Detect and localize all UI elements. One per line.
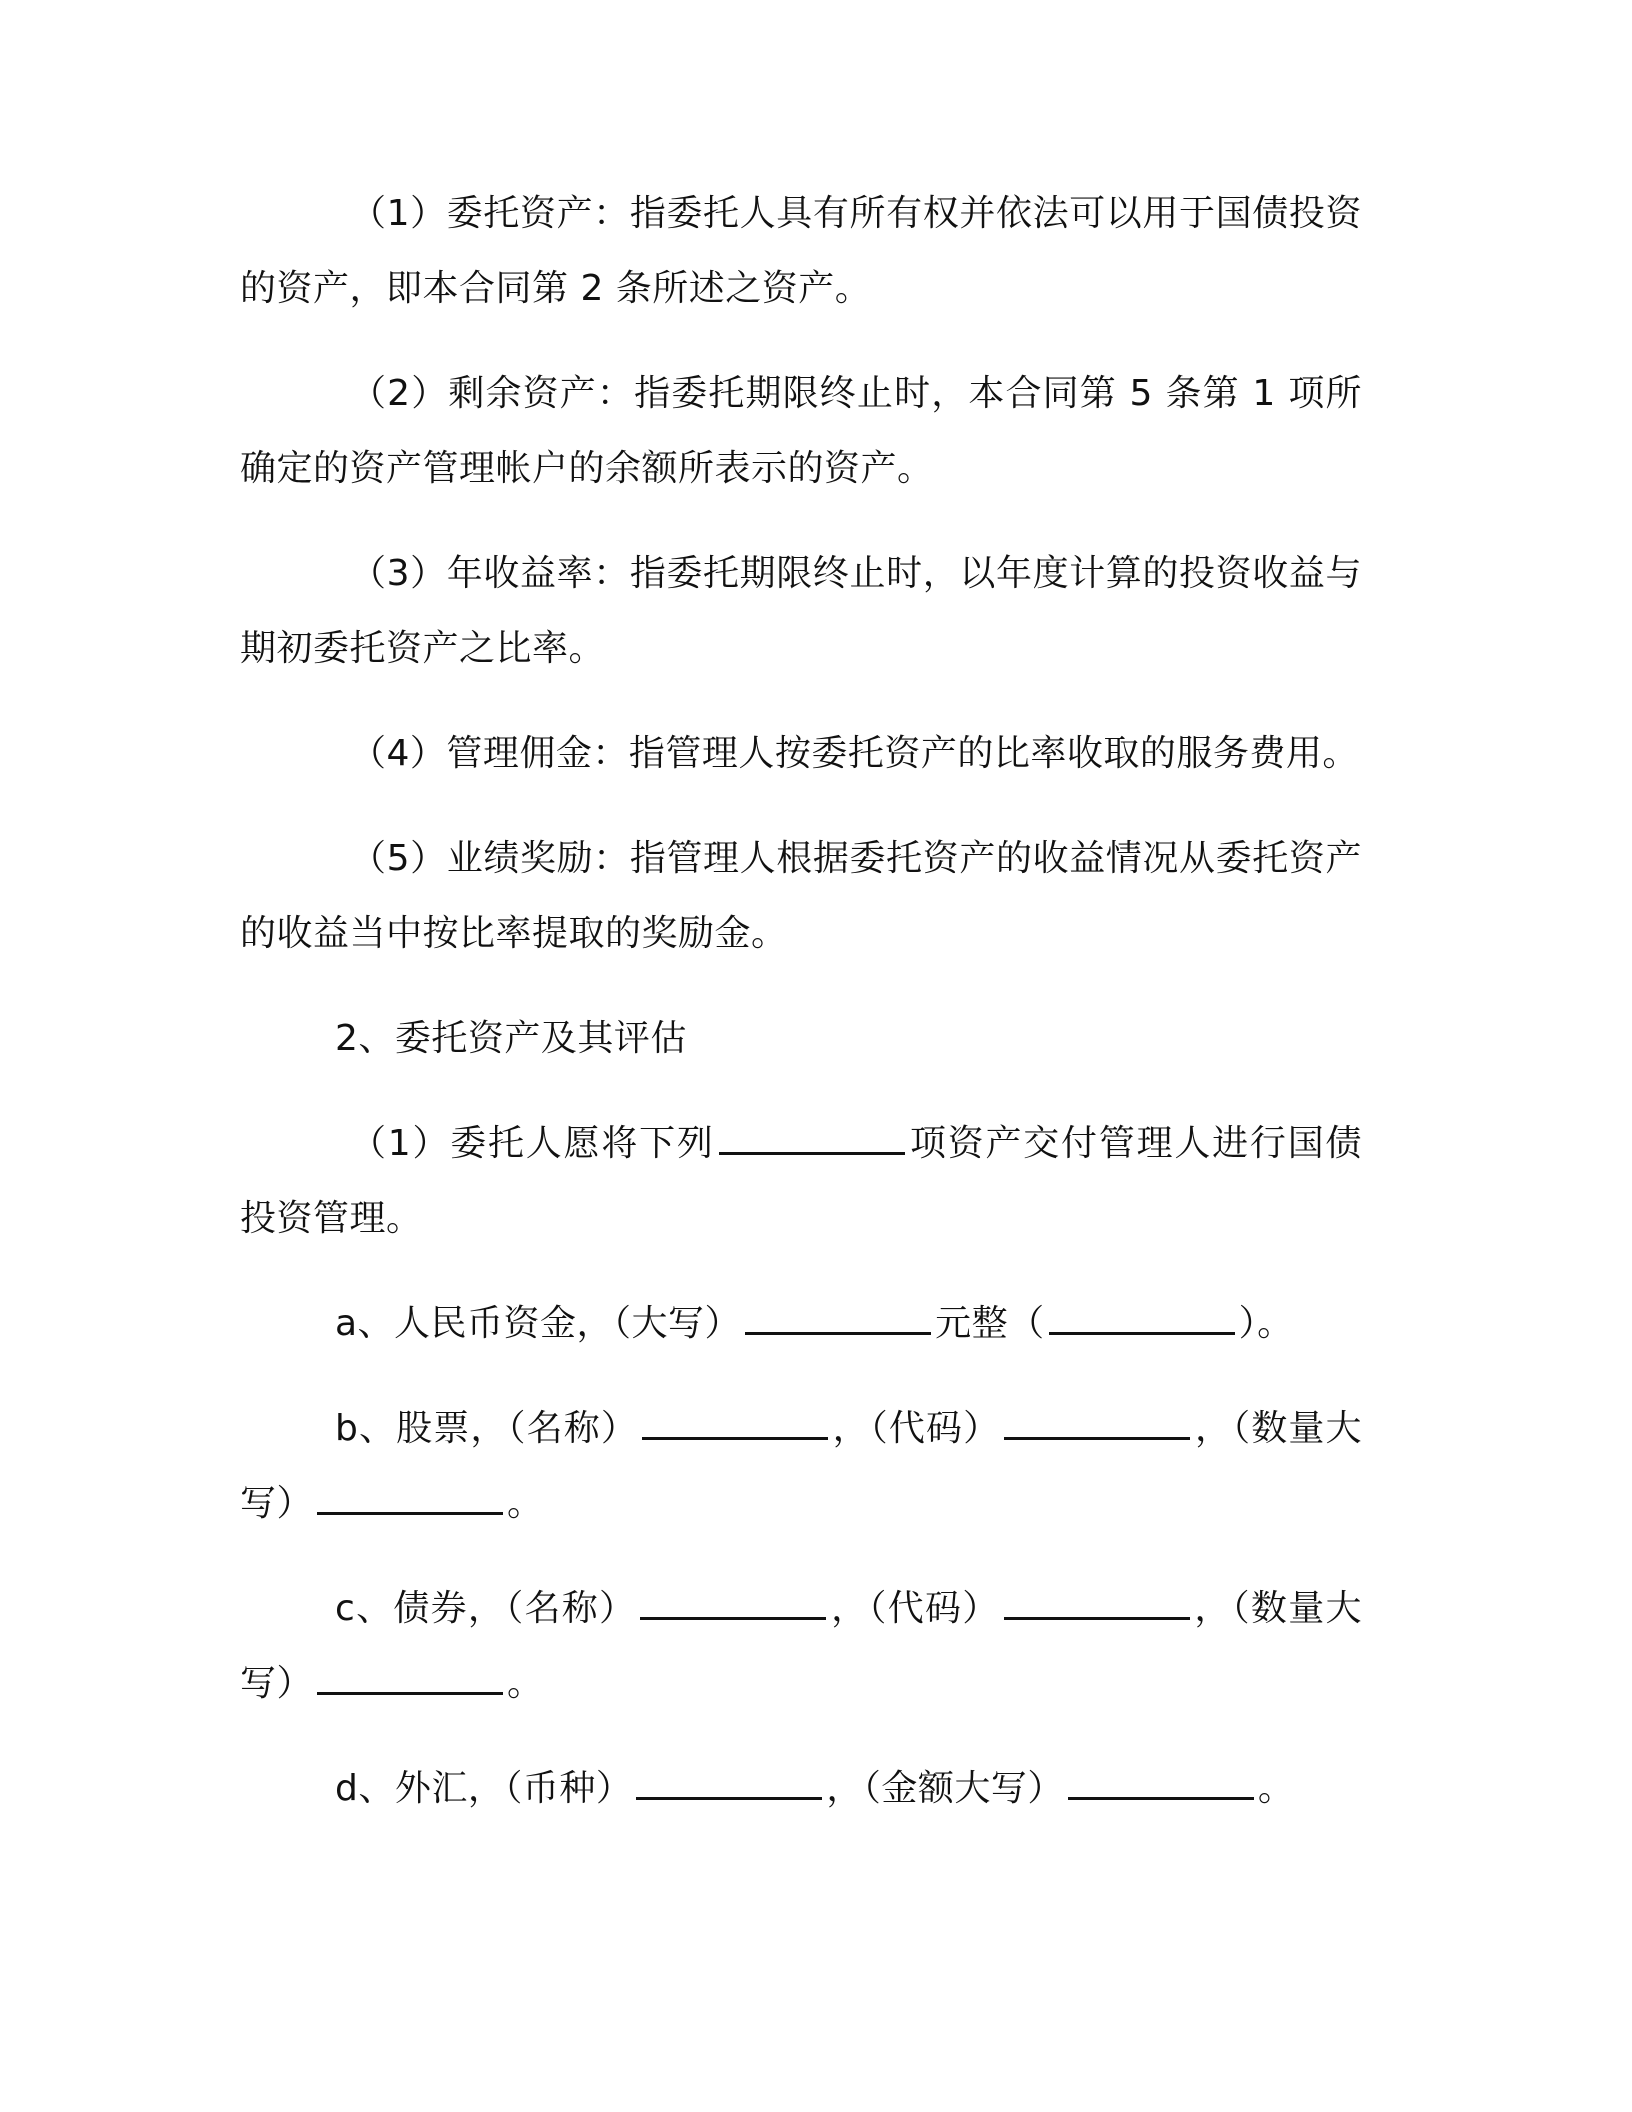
definition-text: 指管理人根据委托资产的收益情况从委托资产的收益当中按比率提取的奖励金。 <box>240 838 1362 954</box>
definition-1 <box>240 176 1362 326</box>
definition-label: （5）业绩奖励： <box>350 838 630 879</box>
item-text: a、人民币资金，（大写） <box>335 1303 742 1344</box>
item-text: 元整（ <box>935 1303 1045 1344</box>
item-text: ，（数量大写） <box>240 1588 1362 1704</box>
blank-field[interactable] <box>1004 1587 1190 1620</box>
definition-text: 指管理人按委托资产的比率收取的服务费用。 <box>628 733 1359 774</box>
item-text: ，（金额大写） <box>826 1768 1064 1809</box>
definition-label: （2）剩余资产： <box>350 373 635 414</box>
item-text: c、债券，（名称） <box>335 1588 637 1629</box>
document-page <box>240 176 1362 1856</box>
definition-2 <box>240 356 1362 506</box>
definition-text: 指委托期限终止时，本合同第 5 条第 1 项所确定的资产管理帐户的余额所表示的资产。 <box>240 373 1363 489</box>
blank-field[interactable] <box>1049 1302 1235 1335</box>
blank-field[interactable] <box>317 1482 503 1515</box>
item-text: （1）委托人愿将下列 <box>350 1123 715 1164</box>
definition-3 <box>240 536 1362 686</box>
definition-4 <box>240 716 1362 791</box>
item-text: 。 <box>1257 1768 1295 1809</box>
asset-item-d <box>240 1751 1362 1826</box>
item-text: b、股票，（名称） <box>335 1408 639 1449</box>
asset-item-c <box>240 1571 1362 1721</box>
blank-field[interactable] <box>1004 1407 1190 1440</box>
item-text: 。 <box>507 1663 544 1704</box>
definition-text: 指委托期限终止时，以年度计算的投资收益与期初委托资产之比率。 <box>240 553 1362 669</box>
blank-field[interactable] <box>636 1767 822 1800</box>
item-text: ，（数量大写） <box>240 1408 1362 1524</box>
item-text: d、外汇，（币种） <box>335 1768 633 1809</box>
blank-field[interactable] <box>640 1587 826 1620</box>
section-heading: 2、委托资产及其评估 <box>335 1018 687 1059</box>
item-text: 。 <box>507 1483 544 1524</box>
blank-field[interactable] <box>745 1302 931 1335</box>
section-item-1 <box>240 1106 1362 1256</box>
definition-text: 指委托人具有所有权并依法可以用于国债投资的资产，即本合同第 2 条所述之资产。 <box>240 193 1362 309</box>
item-text: ）。 <box>1238 1303 1294 1344</box>
item-text: ，（代码） <box>832 1408 1001 1449</box>
definition-label: （3）年收益率： <box>350 553 630 594</box>
asset-item-b <box>240 1391 1362 1541</box>
blank-field[interactable] <box>317 1662 503 1695</box>
definition-label: （4）管理佣金： <box>350 733 629 774</box>
definition-label: （1）委托资产： <box>350 193 630 234</box>
blank-field[interactable] <box>719 1122 905 1155</box>
asset-item-a <box>240 1286 1362 1361</box>
item-text: ，（代码） <box>830 1588 1000 1629</box>
item-text: 项资产交付管理人进行国债投资管理。 <box>240 1123 1362 1239</box>
blank-field[interactable] <box>642 1407 828 1440</box>
blank-field[interactable] <box>1068 1767 1254 1800</box>
definition-5 <box>240 821 1362 971</box>
